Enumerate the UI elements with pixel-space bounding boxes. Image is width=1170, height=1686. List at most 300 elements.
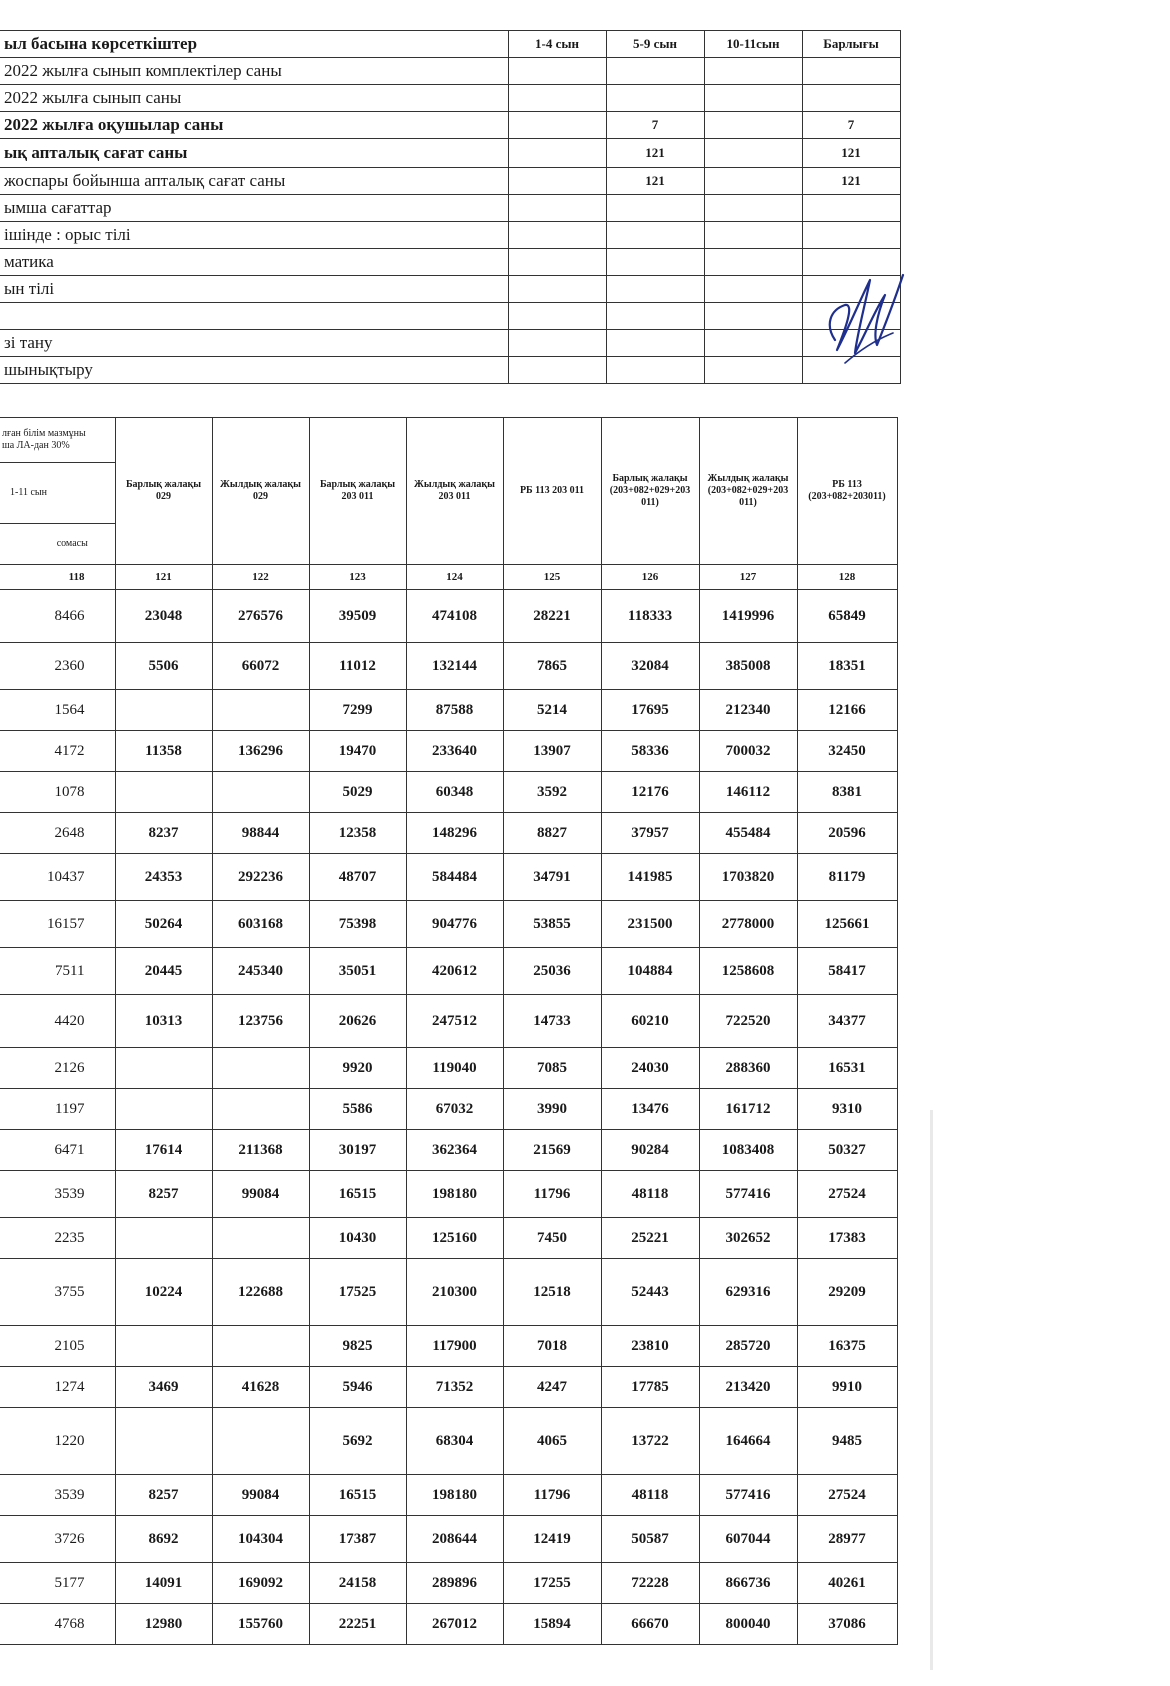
table-cell: 9920 xyxy=(309,1048,406,1089)
table-cell xyxy=(212,772,309,813)
table-cell: 474108 xyxy=(406,590,503,643)
table-cell: 288360 xyxy=(699,1048,797,1089)
table-cell: 58336 xyxy=(601,731,699,772)
col-header-1-line1: Барлық жалақы xyxy=(125,479,202,490)
table-cell: 198180 xyxy=(406,1171,503,1218)
scan-edge-shade xyxy=(930,1110,933,1670)
indicator-row xyxy=(0,139,900,168)
first-col-grade: 1-11 сын xyxy=(0,463,115,524)
table-row xyxy=(0,948,897,995)
table-cell: 14733 xyxy=(503,995,601,1048)
table-cell: 75398 xyxy=(309,901,406,948)
col-header-2-line2: 029 xyxy=(253,491,268,502)
column-number-row xyxy=(0,565,897,590)
table-cell: 3726 xyxy=(0,1516,115,1563)
table-cell: 18351 xyxy=(797,643,897,690)
indicator-label xyxy=(0,303,508,330)
col-header-1-line2: 029 xyxy=(156,491,171,502)
indicator-value xyxy=(704,222,802,249)
table-cell: 584484 xyxy=(406,854,503,901)
table-cell: 3469 xyxy=(115,1367,212,1408)
table-cell: 2360 xyxy=(0,643,115,690)
table-cell: 7018 xyxy=(503,1326,601,1367)
table-row xyxy=(0,1604,897,1645)
table-cell: 9910 xyxy=(797,1367,897,1408)
table-cell: 12980 xyxy=(115,1604,212,1645)
table-row xyxy=(0,590,897,643)
table-cell: 2778000 xyxy=(699,901,797,948)
indicator-value: 121 xyxy=(606,168,704,195)
table-row xyxy=(0,690,897,731)
col-header-6 xyxy=(601,418,699,565)
table-cell: 198180 xyxy=(406,1475,503,1516)
column-number: 123 xyxy=(309,565,406,590)
table-cell: 164664 xyxy=(699,1408,797,1475)
table-cell: 6471 xyxy=(0,1130,115,1171)
table-cell: 28221 xyxy=(503,590,601,643)
table-cell xyxy=(115,1408,212,1475)
table-cell: 71352 xyxy=(406,1367,503,1408)
table-cell: 48707 xyxy=(309,854,406,901)
indicator-value: 121 xyxy=(802,168,900,195)
indicator-row xyxy=(0,330,900,357)
table-cell: 8257 xyxy=(115,1475,212,1516)
table-cell: 4768 xyxy=(0,1604,115,1645)
table-cell: 247512 xyxy=(406,995,503,1048)
table-row xyxy=(0,995,897,1048)
table-cell: 2648 xyxy=(0,813,115,854)
table-cell: 17255 xyxy=(503,1563,601,1604)
table-cell: 60210 xyxy=(601,995,699,1048)
table-cell: 32084 xyxy=(601,643,699,690)
table-cell: 700032 xyxy=(699,731,797,772)
table-cell: 292236 xyxy=(212,854,309,901)
table-cell: 455484 xyxy=(699,813,797,854)
table-cell: 12176 xyxy=(601,772,699,813)
table-cell: 16375 xyxy=(797,1326,897,1367)
table-cell xyxy=(115,772,212,813)
header-grade-5-9: 5-9 сын xyxy=(606,31,704,58)
indicator-value xyxy=(508,112,606,139)
table-row xyxy=(0,1130,897,1171)
table-cell: 37957 xyxy=(601,813,699,854)
table-cell: 5029 xyxy=(309,772,406,813)
table-cell: 13907 xyxy=(503,731,601,772)
table-cell: 11796 xyxy=(503,1171,601,1218)
column-number: 128 xyxy=(797,565,897,590)
table-cell: 1703820 xyxy=(699,854,797,901)
indicator-value xyxy=(606,222,704,249)
table-row xyxy=(0,1218,897,1259)
col-header-6-line2: (203+082+029+203 xyxy=(609,485,691,496)
table-cell: 8237 xyxy=(115,813,212,854)
indicator-value xyxy=(508,139,606,168)
table-cell: 117900 xyxy=(406,1326,503,1367)
table-cell: 118333 xyxy=(601,590,699,643)
table-cell: 23048 xyxy=(115,590,212,643)
table-cell: 125160 xyxy=(406,1218,503,1259)
table-cell xyxy=(115,1326,212,1367)
table-cell: 25036 xyxy=(503,948,601,995)
col-header-3-line1: Барлық жалақы xyxy=(319,479,396,490)
table-cell: 104304 xyxy=(212,1516,309,1563)
table-cell: 2235 xyxy=(0,1218,115,1259)
table-row xyxy=(0,1408,897,1475)
indicator-value xyxy=(704,58,802,85)
table-cell: 208644 xyxy=(406,1516,503,1563)
indicator-value: 7 xyxy=(606,112,704,139)
table-cell: 11012 xyxy=(309,643,406,690)
table-cell: 122688 xyxy=(212,1259,309,1326)
indicator-row xyxy=(0,222,900,249)
table-cell: 161712 xyxy=(699,1089,797,1130)
table-cell: 119040 xyxy=(406,1048,503,1089)
indicator-value xyxy=(606,58,704,85)
table-cell: 17614 xyxy=(115,1130,212,1171)
table-row xyxy=(0,643,897,690)
indicators-header-row xyxy=(0,31,900,58)
table-cell: 58417 xyxy=(797,948,897,995)
table-cell: 25221 xyxy=(601,1218,699,1259)
indicator-value xyxy=(606,195,704,222)
table-cell: 16157 xyxy=(0,901,115,948)
table-cell: 37086 xyxy=(797,1604,897,1645)
table-cell xyxy=(212,1089,309,1130)
table-cell: 99084 xyxy=(212,1475,309,1516)
table-cell: 10437 xyxy=(0,854,115,901)
table-cell: 50264 xyxy=(115,901,212,948)
column-number: 122 xyxy=(212,565,309,590)
table-cell: 603168 xyxy=(212,901,309,948)
table-cell: 12518 xyxy=(503,1259,601,1326)
column-number: 118 xyxy=(0,565,115,590)
table-cell: 146112 xyxy=(699,772,797,813)
table-cell: 24158 xyxy=(309,1563,406,1604)
table-cell: 8381 xyxy=(797,772,897,813)
salary-table xyxy=(0,417,898,1645)
table-cell: 39509 xyxy=(309,590,406,643)
table-cell: 8257 xyxy=(115,1171,212,1218)
table-cell: 385008 xyxy=(699,643,797,690)
indicator-value xyxy=(704,168,802,195)
salary-header-row-1 xyxy=(0,418,897,463)
table-cell: 577416 xyxy=(699,1171,797,1218)
table-row xyxy=(0,1326,897,1367)
table-cell: 3592 xyxy=(503,772,601,813)
table-cell: 13722 xyxy=(601,1408,699,1475)
table-cell: 24353 xyxy=(115,854,212,901)
table-cell: 81179 xyxy=(797,854,897,901)
indicator-value: 121 xyxy=(606,139,704,168)
indicator-value xyxy=(704,276,802,303)
table-cell: 65849 xyxy=(797,590,897,643)
table-cell: 629316 xyxy=(699,1259,797,1326)
table-cell: 8827 xyxy=(503,813,601,854)
table-cell: 302652 xyxy=(699,1218,797,1259)
table-row xyxy=(0,1475,897,1516)
table-cell: 212340 xyxy=(699,690,797,731)
table-cell: 577416 xyxy=(699,1475,797,1516)
table-cell: 289896 xyxy=(406,1563,503,1604)
table-cell: 2126 xyxy=(0,1048,115,1089)
table-cell: 19470 xyxy=(309,731,406,772)
table-cell: 5946 xyxy=(309,1367,406,1408)
indicator-value xyxy=(508,249,606,276)
table-cell: 17525 xyxy=(309,1259,406,1326)
table-cell: 607044 xyxy=(699,1516,797,1563)
table-cell: 267012 xyxy=(406,1604,503,1645)
table-cell: 125661 xyxy=(797,901,897,948)
header-total: Барлығы xyxy=(802,31,900,58)
table-cell: 21569 xyxy=(503,1130,601,1171)
table-cell: 68304 xyxy=(406,1408,503,1475)
table-cell: 1258608 xyxy=(699,948,797,995)
table-cell: 24030 xyxy=(601,1048,699,1089)
table-cell: 722520 xyxy=(699,995,797,1048)
table-row xyxy=(0,1089,897,1130)
indicator-value xyxy=(704,112,802,139)
indicator-value xyxy=(802,58,900,85)
table-cell xyxy=(115,1218,212,1259)
table-cell: 99084 xyxy=(212,1171,309,1218)
table-row xyxy=(0,854,897,901)
table-cell: 1220 xyxy=(0,1408,115,1475)
table-cell: 30197 xyxy=(309,1130,406,1171)
indicator-value xyxy=(606,276,704,303)
col-header-2-line1: Жылдық жалақы xyxy=(220,479,301,490)
table-cell: 233640 xyxy=(406,731,503,772)
column-number: 125 xyxy=(503,565,601,590)
indicator-row xyxy=(0,276,900,303)
col-header-6-line1: Барлық жалақы xyxy=(612,473,688,484)
table-cell: 5692 xyxy=(309,1408,406,1475)
header-grade-10-11: 10-11сын xyxy=(704,31,802,58)
table-cell: 10430 xyxy=(309,1218,406,1259)
table-cell: 53855 xyxy=(503,901,601,948)
indicator-value xyxy=(704,139,802,168)
column-number: 124 xyxy=(406,565,503,590)
table-cell: 3539 xyxy=(0,1475,115,1516)
table-cell: 1083408 xyxy=(699,1130,797,1171)
table-cell: 7450 xyxy=(503,1218,601,1259)
col-header-7 xyxy=(699,418,797,565)
table-row xyxy=(0,1171,897,1218)
indicator-label: ын тілі xyxy=(0,276,508,303)
table-cell: 34377 xyxy=(797,995,897,1048)
indicator-label: ымша сағаттар xyxy=(0,195,508,222)
col-header-7-line1: Жылдық жалақы xyxy=(707,473,789,484)
indicators-table xyxy=(0,30,901,384)
table-cell: 7085 xyxy=(503,1048,601,1089)
col-header-3-line2: 203 011 xyxy=(341,491,374,502)
table-cell: 10224 xyxy=(115,1259,212,1326)
first-col-header-line2: ша ЛА-дан 30% xyxy=(2,440,70,451)
table-cell: 10313 xyxy=(115,995,212,1048)
table-cell: 66072 xyxy=(212,643,309,690)
table-cell: 1419996 xyxy=(699,590,797,643)
table-cell: 7865 xyxy=(503,643,601,690)
col-header-5-line1: РБ 113 203 011 xyxy=(519,485,585,496)
table-cell: 5177 xyxy=(0,1563,115,1604)
table-row xyxy=(0,813,897,854)
table-cell: 16531 xyxy=(797,1048,897,1089)
indicator-value xyxy=(508,168,606,195)
table-row xyxy=(0,1367,897,1408)
indicator-value xyxy=(704,195,802,222)
table-cell: 132144 xyxy=(406,643,503,690)
indicator-value xyxy=(606,249,704,276)
table-cell: 20626 xyxy=(309,995,406,1048)
table-cell: 52443 xyxy=(601,1259,699,1326)
indicator-value xyxy=(508,222,606,249)
table-cell xyxy=(212,690,309,731)
table-cell: 50327 xyxy=(797,1130,897,1171)
indicator-row xyxy=(0,85,900,112)
indicators-title: ыл басына көрсеткіштер xyxy=(0,31,508,58)
table-cell: 20445 xyxy=(115,948,212,995)
table-cell: 23810 xyxy=(601,1326,699,1367)
table-cell xyxy=(212,1326,309,1367)
table-cell: 211368 xyxy=(212,1130,309,1171)
indicator-label: шынықтыру xyxy=(0,357,508,384)
table-cell: 27524 xyxy=(797,1475,897,1516)
table-cell: 4065 xyxy=(503,1408,601,1475)
table-cell: 904776 xyxy=(406,901,503,948)
table-cell xyxy=(115,690,212,731)
table-row xyxy=(0,731,897,772)
table-cell: 231500 xyxy=(601,901,699,948)
column-number: 126 xyxy=(601,565,699,590)
table-cell: 4420 xyxy=(0,995,115,1048)
table-cell: 17383 xyxy=(797,1218,897,1259)
col-header-8-line2: (203+082+203011) xyxy=(808,491,886,502)
indicator-value xyxy=(508,303,606,330)
indicator-value xyxy=(508,58,606,85)
indicator-value xyxy=(606,330,704,357)
table-cell: 3990 xyxy=(503,1089,601,1130)
table-cell: 2105 xyxy=(0,1326,115,1367)
table-cell: 866736 xyxy=(699,1563,797,1604)
first-col-header-text xyxy=(0,418,115,463)
column-number: 127 xyxy=(699,565,797,590)
indicator-label: 2022 жылға оқушылар саны xyxy=(0,112,508,139)
table-cell: 213420 xyxy=(699,1367,797,1408)
table-row xyxy=(0,1563,897,1604)
indicator-value xyxy=(508,195,606,222)
table-cell: 245340 xyxy=(212,948,309,995)
col-header-4-line2: 203 011 xyxy=(438,491,471,502)
indicator-value xyxy=(802,222,900,249)
table-cell: 8466 xyxy=(0,590,115,643)
indicator-row xyxy=(0,112,900,139)
col-header-3 xyxy=(309,418,406,565)
table-row xyxy=(0,901,897,948)
table-cell: 16515 xyxy=(309,1475,406,1516)
table-cell: 4172 xyxy=(0,731,115,772)
indicator-value xyxy=(606,303,704,330)
table-cell xyxy=(212,1408,309,1475)
table-cell: 9825 xyxy=(309,1326,406,1367)
table-cell: 11358 xyxy=(115,731,212,772)
indicator-label: 2022 жылға сынып саны xyxy=(0,85,508,112)
table-cell: 3755 xyxy=(0,1259,115,1326)
table-cell: 9485 xyxy=(797,1408,897,1475)
indicator-value xyxy=(606,85,704,112)
table-cell: 210300 xyxy=(406,1259,503,1326)
table-cell: 5214 xyxy=(503,690,601,731)
table-cell: 800040 xyxy=(699,1604,797,1645)
table-row xyxy=(0,1259,897,1326)
table-cell: 98844 xyxy=(212,813,309,854)
indicator-value xyxy=(508,330,606,357)
col-header-7-line3: 011) xyxy=(739,497,757,508)
indicator-value xyxy=(508,357,606,384)
indicator-row xyxy=(0,357,900,384)
table-cell: 5506 xyxy=(115,643,212,690)
indicator-row xyxy=(0,195,900,222)
col-header-6-line3: 011) xyxy=(641,497,659,508)
table-cell: 40261 xyxy=(797,1563,897,1604)
table-row xyxy=(0,1516,897,1563)
table-cell: 20596 xyxy=(797,813,897,854)
column-number: 121 xyxy=(115,565,212,590)
table-cell: 5586 xyxy=(309,1089,406,1130)
table-cell: 15894 xyxy=(503,1604,601,1645)
table-cell: 1197 xyxy=(0,1089,115,1130)
table-cell: 4247 xyxy=(503,1367,601,1408)
table-cell: 48118 xyxy=(601,1171,699,1218)
indicator-row xyxy=(0,249,900,276)
table-cell: 148296 xyxy=(406,813,503,854)
table-cell: 155760 xyxy=(212,1604,309,1645)
indicator-value xyxy=(704,85,802,112)
table-cell: 8692 xyxy=(115,1516,212,1563)
indicator-value xyxy=(508,276,606,303)
col-header-8-line1: РБ 113 xyxy=(832,479,862,490)
indicator-value xyxy=(802,85,900,112)
table-cell: 141985 xyxy=(601,854,699,901)
header-grade-1-4: 1-4 сын xyxy=(508,31,606,58)
col-header-5 xyxy=(503,418,601,565)
table-cell: 17785 xyxy=(601,1367,699,1408)
indicator-value xyxy=(704,249,802,276)
table-cell: 27524 xyxy=(797,1171,897,1218)
indicator-row xyxy=(0,303,900,330)
table-cell: 285720 xyxy=(699,1326,797,1367)
table-cell: 12166 xyxy=(797,690,897,731)
table-cell: 34791 xyxy=(503,854,601,901)
table-cell: 22251 xyxy=(309,1604,406,1645)
table-cell: 16515 xyxy=(309,1171,406,1218)
col-header-8 xyxy=(797,418,897,565)
table-cell: 136296 xyxy=(212,731,309,772)
table-cell: 72228 xyxy=(601,1563,699,1604)
table-cell: 17387 xyxy=(309,1516,406,1563)
table-cell: 123756 xyxy=(212,995,309,1048)
table-cell: 12419 xyxy=(503,1516,601,1563)
indicator-value: 121 xyxy=(802,139,900,168)
table-cell: 104884 xyxy=(601,948,699,995)
first-col-header-line1: лған білім мазмұны xyxy=(2,428,86,439)
table-cell: 1078 xyxy=(0,772,115,813)
table-cell: 66670 xyxy=(601,1604,699,1645)
table-cell xyxy=(115,1089,212,1130)
table-cell: 11796 xyxy=(503,1475,601,1516)
signature-mark xyxy=(815,255,905,365)
col-header-7-line2: (203+082+029+203 xyxy=(707,485,789,496)
indicator-row xyxy=(0,168,900,195)
table-cell: 7511 xyxy=(0,948,115,995)
